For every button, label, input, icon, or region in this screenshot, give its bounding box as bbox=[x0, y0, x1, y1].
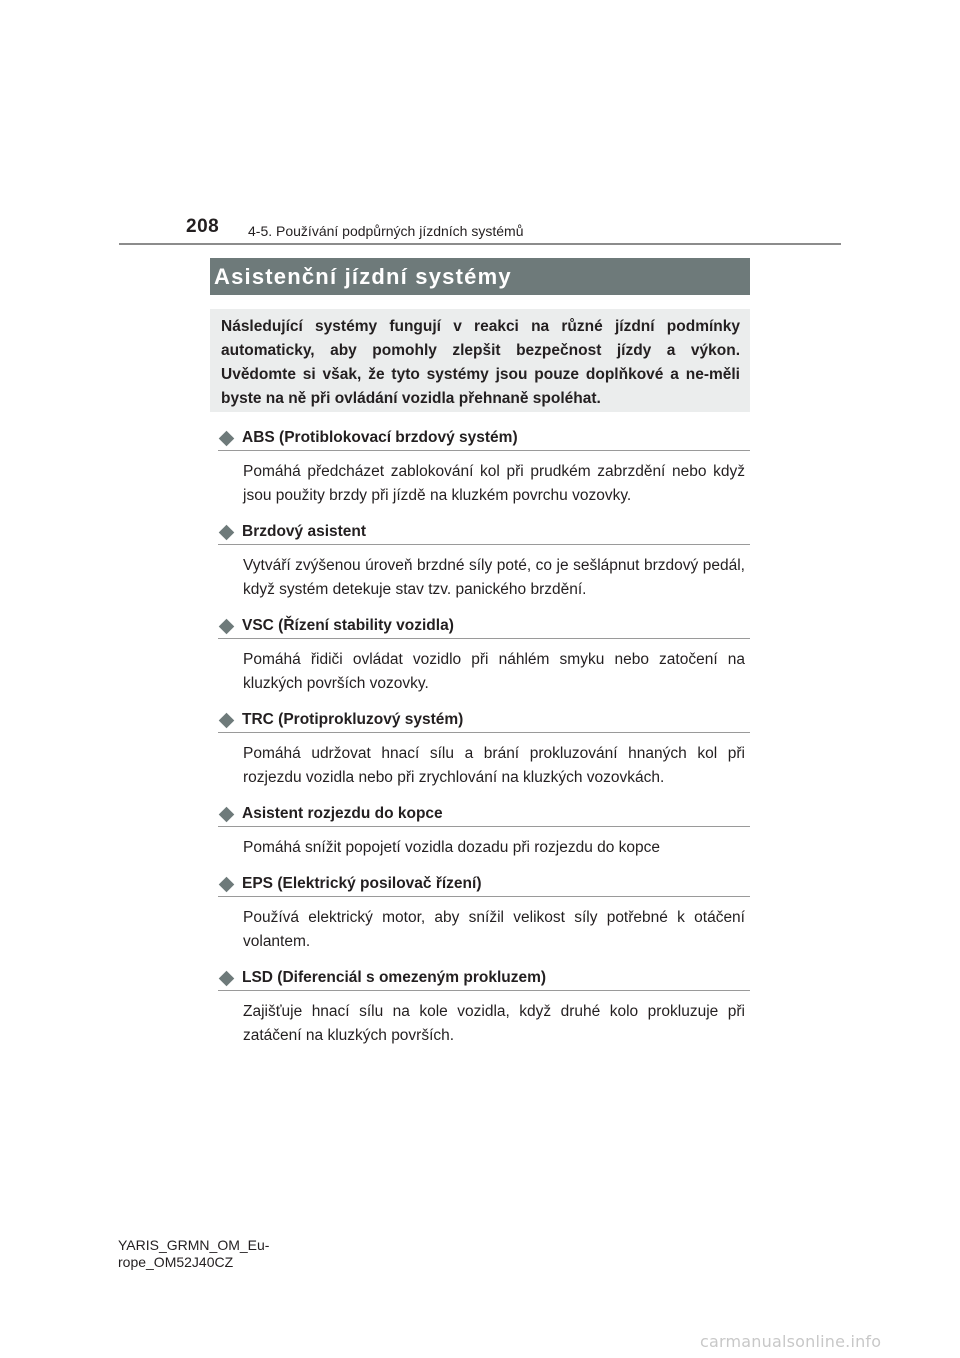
diamond-bullet-icon bbox=[219, 618, 235, 634]
diamond-bullet-icon bbox=[219, 970, 235, 986]
list-item bbox=[218, 520, 750, 602]
diamond-bullet-icon bbox=[219, 806, 235, 822]
item-title: LSD (Diferenciál s omezeným prokluzem) bbox=[242, 969, 547, 986]
section-title: 4-5. Používání podpůrných jízdních systémů bbox=[248, 223, 524, 239]
item-title: Brzdový asistent bbox=[242, 523, 367, 540]
item-description: Pomáhá řidiči ovládat vozidlo při náhlém smyku nebo zatočení na kluzkých površích vozovky. bbox=[243, 651, 745, 692]
list-item bbox=[218, 708, 750, 790]
footer-line-2: rope_OM52J40CZ bbox=[118, 1254, 234, 1270]
item-heading bbox=[218, 520, 750, 545]
item-description: Vytváří zvýšenou úroveň brzdné síly poté, co je sešlápnut brzdový pedál, když systém detekuje stav tzv. panického brzdění. bbox=[243, 557, 745, 598]
item-description: Zajišťuje hnací sílu na kole vozidla, když druhé kolo prokluzuje při zatáčení na kluzkých površích. bbox=[243, 1003, 745, 1044]
page-number: 208 bbox=[186, 216, 220, 237]
item-heading bbox=[218, 426, 750, 451]
diamond-bullet-icon bbox=[219, 524, 235, 540]
item-title: ABS (Protiblokovací brzdový systém) bbox=[242, 429, 518, 446]
item-description: Pomáhá předcházet zablokování kol při prudkém zabrzdění nebo když jsou použity brzdy při jízdě na kluzkém povrchu vozovky. bbox=[243, 463, 745, 504]
item-heading bbox=[218, 708, 750, 733]
diamond-bullet-icon bbox=[219, 430, 235, 446]
intro-box: Následující systémy fungují v reakci na různé jízdní podmínky automaticky, aby pomohly zlepšit bezpečnost jízdy a výkon. Uvědomte si však, že tyto systémy jsou pouze doplňkové a ne-měli byste na ně při ovládání vozidla přehnaně spoléhat. bbox=[210, 309, 750, 412]
list-item bbox=[218, 802, 750, 860]
item-description: Používá elektrický motor, aby snížil velikost síly potřebné k otáčení volantem. bbox=[243, 909, 745, 950]
item-description: Pomáhá udržovat hnací sílu a brání prokluzování hnaných kol při rozjezdu vozidla nebo při zrychlování na kluzkých vozovkách. bbox=[243, 745, 745, 786]
diamond-bullet-icon bbox=[219, 712, 235, 728]
item-heading bbox=[218, 966, 750, 991]
item-title: Asistent rozjezdu do kopce bbox=[242, 805, 443, 822]
header-rule bbox=[119, 243, 841, 245]
item-title: TRC (Protiprokluzový systém) bbox=[242, 711, 464, 728]
list-item bbox=[218, 872, 750, 954]
document-footer bbox=[118, 1237, 269, 1271]
item-heading bbox=[218, 614, 750, 639]
list-item bbox=[218, 966, 750, 1048]
footer-line-1: YARIS_GRMN_OM_Eu- bbox=[118, 1237, 270, 1253]
items-list bbox=[218, 426, 750, 1048]
item-title: VSC (Řízení stability vozidla) bbox=[242, 617, 454, 634]
list-item bbox=[218, 426, 750, 508]
diamond-bullet-icon bbox=[219, 876, 235, 892]
item-title: EPS (Elektrický posilovač řízení) bbox=[242, 875, 482, 892]
page-title: Asistenční jízdní systémy bbox=[210, 258, 750, 295]
item-description: Pomáhá snížit popojetí vozidla dozadu při rozjezdu do kopce bbox=[243, 839, 661, 856]
watermark[interactable]: carmanualsonline.info bbox=[700, 1332, 882, 1351]
list-item bbox=[218, 614, 750, 696]
item-heading bbox=[218, 872, 750, 897]
item-heading bbox=[218, 802, 750, 827]
